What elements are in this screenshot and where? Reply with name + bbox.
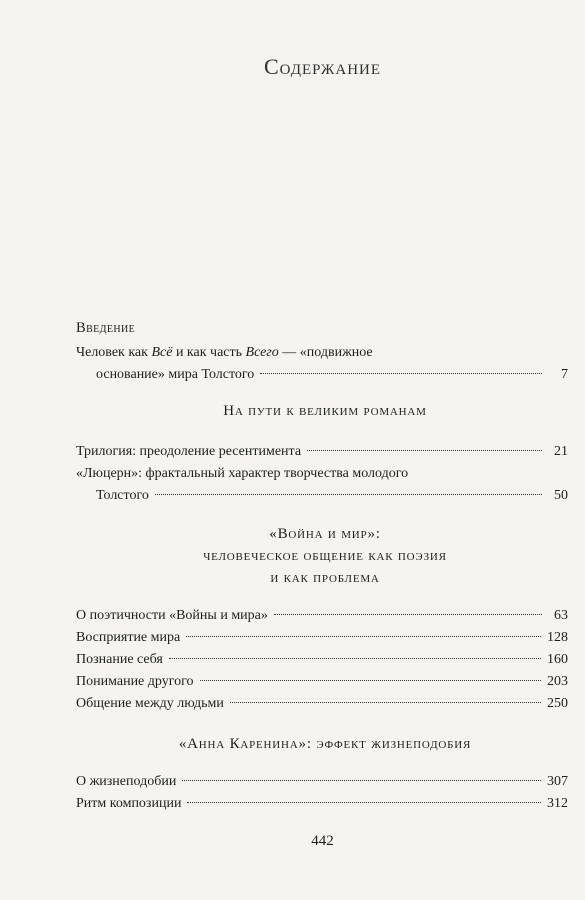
page-title: Содержание: [263, 54, 382, 79]
toc-entry-text: О жизнеподобии: [76, 774, 177, 789]
toc-entry[interactable]: [76, 793, 568, 815]
dot-leader: [200, 680, 542, 681]
page-number: 203: [547, 674, 568, 689]
section-heading-3: «Анна Каренина»: эффект жизнеподобия: [178, 736, 472, 752]
dot-leader: [187, 802, 541, 803]
toc-entry-text: Понимание другого: [76, 674, 194, 689]
toc-entry-text-line2: Толстого: [96, 488, 149, 503]
toc-entry[interactable]: [76, 671, 568, 693]
page-number: 160: [547, 652, 568, 667]
section-heading-1: На пути к великим романам: [223, 403, 427, 419]
dot-leader: [307, 450, 542, 451]
toc-entry[interactable]: [76, 441, 568, 463]
toc-entry[interactable]: [76, 693, 568, 715]
introduction-label: Введение: [76, 320, 136, 336]
toc-entry-text: Восприятие мира: [76, 630, 181, 645]
page-number: 7: [561, 367, 568, 382]
section-heading-2-line3: и как проблема: [270, 570, 380, 586]
toc-entry[interactable]: [76, 771, 568, 793]
page-number: 307: [547, 774, 568, 789]
toc-entry-text-line1: Человек как Всё и как часть Всего — «подвижное: [76, 345, 373, 360]
section-heading-2-line1: «Война и мир»:: [269, 526, 381, 542]
toc-entry-text-line1: «Люцерн»: фрактальный характер творчества молодого: [76, 466, 409, 481]
section-heading-2: [60, 523, 585, 589]
toc-entry[interactable]: [76, 649, 568, 671]
page-number: 21: [554, 444, 568, 459]
toc-entry-text: Познание себя: [76, 652, 163, 667]
page-folio-number: 442: [311, 833, 334, 849]
toc-entry[interactable]: [76, 605, 568, 627]
toc-entry-text-line2: основание» мира Толстого: [96, 367, 255, 382]
page-number: 50: [554, 488, 568, 503]
page-number: 250: [547, 696, 568, 711]
toc-entry-text: Общение между людьми: [76, 696, 224, 711]
dot-leader: [186, 636, 541, 637]
dot-leader: [230, 702, 541, 703]
section-heading-2-line2: человеческое общение как поэзия: [203, 548, 447, 564]
dot-leader: [274, 614, 542, 615]
page-number: 312: [547, 796, 568, 811]
page-number: 63: [554, 608, 568, 623]
dot-leader: [182, 780, 541, 781]
page-number: 128: [547, 630, 568, 645]
dot-leader: [260, 373, 542, 374]
toc-entry-text: Ритм композиции: [76, 796, 182, 811]
toc-entry-introduction[interactable]: [76, 342, 568, 386]
toc-entry-text: Трилогия: преодоление ресентимента: [76, 444, 302, 459]
dot-leader: [155, 494, 542, 495]
toc-entry[interactable]: [76, 627, 568, 649]
dot-leader: [169, 658, 541, 659]
toc-entry-text: О поэтичности «Войны и мира»: [76, 608, 268, 623]
toc-entry[interactable]: [76, 463, 568, 507]
